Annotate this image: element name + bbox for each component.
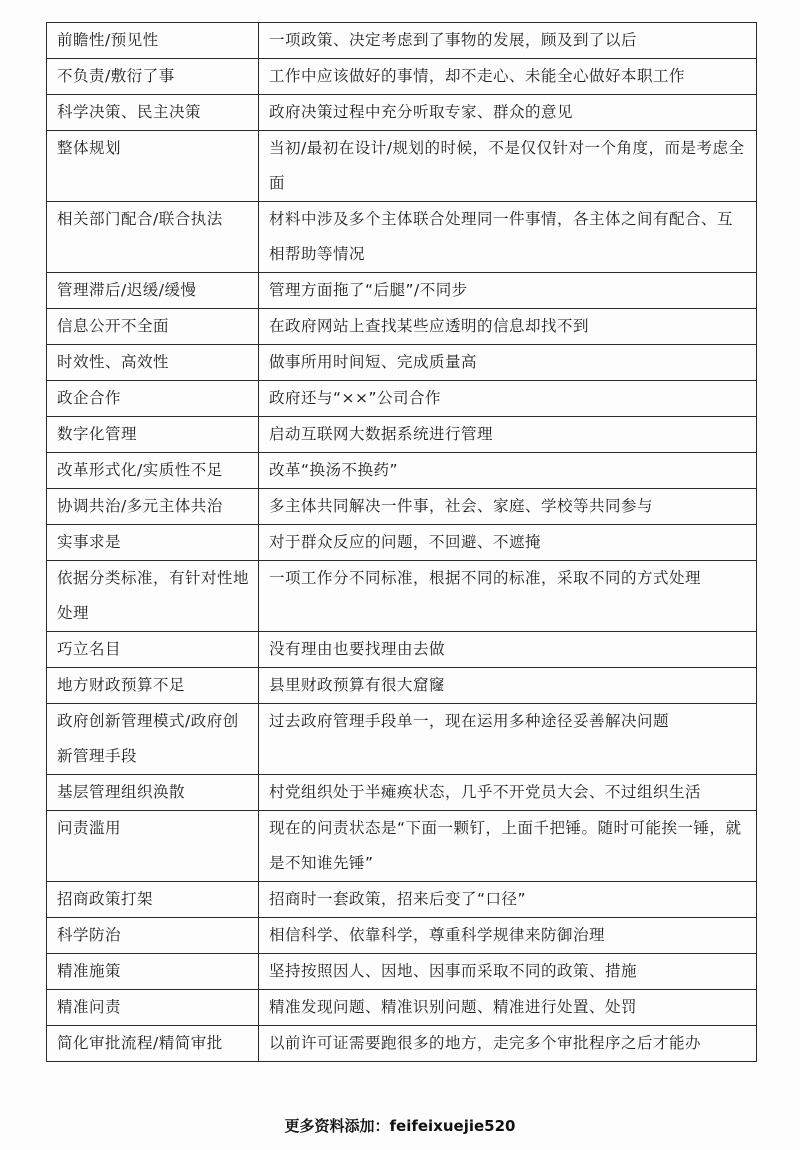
term-cell: 时效性、高效性 [47, 345, 259, 381]
term-cell: 不负责/敷衍了事 [47, 59, 259, 95]
table-row [47, 811, 757, 882]
term-cell: 管理滞后/迟缓/缓慢 [47, 273, 259, 309]
term-cell: 政企合作 [47, 381, 259, 417]
term-cell: 问责滥用 [47, 811, 259, 882]
table-row [47, 273, 757, 309]
table-row [47, 954, 757, 990]
term-cell: 巧立名目 [47, 632, 259, 668]
description-cell: 政府还与“××”公司合作 [259, 381, 757, 417]
table-row [47, 632, 757, 668]
description-cell: 相信科学、依靠科学，尊重科学规律来防御治理 [259, 918, 757, 954]
description-cell: 现在的问责状态是“下面一颗钉，上面千把锤。随时可能挨一锤，就是不知谁先锤” [259, 811, 757, 882]
term-cell: 精准问责 [47, 990, 259, 1026]
table-row [47, 525, 757, 561]
table-row [47, 775, 757, 811]
table-row [47, 59, 757, 95]
description-cell: 对于群众反应的问题，不回避、不遮掩 [259, 525, 757, 561]
table-row [47, 453, 757, 489]
description-cell: 一项政策、决定考虑到了事物的发展，顾及到了以后 [259, 23, 757, 59]
description-cell: 精准发现问题、精准识别问题、精准进行处置、处罚 [259, 990, 757, 1026]
description-cell: 管理方面拖了“后腿”/不同步 [259, 273, 757, 309]
table-row [47, 95, 757, 131]
term-cell: 科学决策、民主决策 [47, 95, 259, 131]
term-cell: 实事求是 [47, 525, 259, 561]
description-cell: 村党组织处于半瘫痪状态，几乎不开党员大会、不过组织生活 [259, 775, 757, 811]
footer-note: 更多资料添加：feifeixuejie520 [284, 1117, 516, 1135]
table-row [47, 668, 757, 704]
description-cell: 过去政府管理手段单一，现在运用多种途径妥善解决问题 [259, 704, 757, 775]
table-row [47, 990, 757, 1026]
terms-table-body [47, 23, 757, 1062]
description-cell: 多主体共同解决一件事，社会、家庭、学校等共同参与 [259, 489, 757, 525]
table-row [47, 704, 757, 775]
description-cell: 一项工作分不同标准，根据不同的标准，采取不同的方式处理 [259, 561, 757, 632]
term-cell: 精准施策 [47, 954, 259, 990]
table-row [47, 23, 757, 59]
table-row [47, 1026, 757, 1062]
table-row [47, 202, 757, 273]
term-cell: 科学防治 [47, 918, 259, 954]
description-cell: 做事所用时间短、完成质量高 [259, 345, 757, 381]
description-cell: 启动互联网大数据系统进行管理 [259, 417, 757, 453]
term-cell: 地方财政预算不足 [47, 668, 259, 704]
description-cell: 在政府网站上查找某些应透明的信息却找不到 [259, 309, 757, 345]
table-row [47, 309, 757, 345]
table-row [47, 131, 757, 202]
description-cell: 政府决策过程中充分听取专家、群众的意见 [259, 95, 757, 131]
table-row [47, 417, 757, 453]
description-cell: 以前许可证需要跑很多的地方，走完多个审批程序之后才能办 [259, 1026, 757, 1062]
description-cell: 材料中涉及多个主体联合处理同一件事情，各主体之间有配合、互相帮助等情况 [259, 202, 757, 273]
table-row [47, 381, 757, 417]
term-cell: 前瞻性/预见性 [47, 23, 259, 59]
terms-table [46, 22, 757, 1062]
description-cell: 没有理由也要找理由去做 [259, 632, 757, 668]
description-cell: 改革“换汤不换药” [259, 453, 757, 489]
term-cell: 简化审批流程/精简审批 [47, 1026, 259, 1062]
table-row [47, 918, 757, 954]
table-row [47, 882, 757, 918]
description-cell: 招商时一套政策，招来后变了“口径” [259, 882, 757, 918]
term-cell: 协调共治/多元主体共治 [47, 489, 259, 525]
term-cell: 招商政策打架 [47, 882, 259, 918]
term-cell: 基层管理组织涣散 [47, 775, 259, 811]
description-cell: 县里财政预算有很大窟窿 [259, 668, 757, 704]
term-cell: 改革形式化/实质性不足 [47, 453, 259, 489]
term-cell: 依据分类标准，有针对性地处理 [47, 561, 259, 632]
description-cell: 工作中应该做好的事情，却不走心、未能全心做好本职工作 [259, 59, 757, 95]
description-cell: 坚持按照因人、因地、因事而采取不同的政策、措施 [259, 954, 757, 990]
term-cell: 信息公开不全面 [47, 309, 259, 345]
table-row [47, 561, 757, 632]
term-cell: 数字化管理 [47, 417, 259, 453]
table-row [47, 345, 757, 381]
description-cell: 当初/最初在设计/规划的时候，不是仅仅针对一个角度，而是考虑全面 [259, 131, 757, 202]
term-cell: 相关部门配合/联合执法 [47, 202, 259, 273]
term-cell: 政府创新管理模式/政府创新管理手段 [47, 704, 259, 775]
table-row [47, 489, 757, 525]
term-cell: 整体规划 [47, 131, 259, 202]
